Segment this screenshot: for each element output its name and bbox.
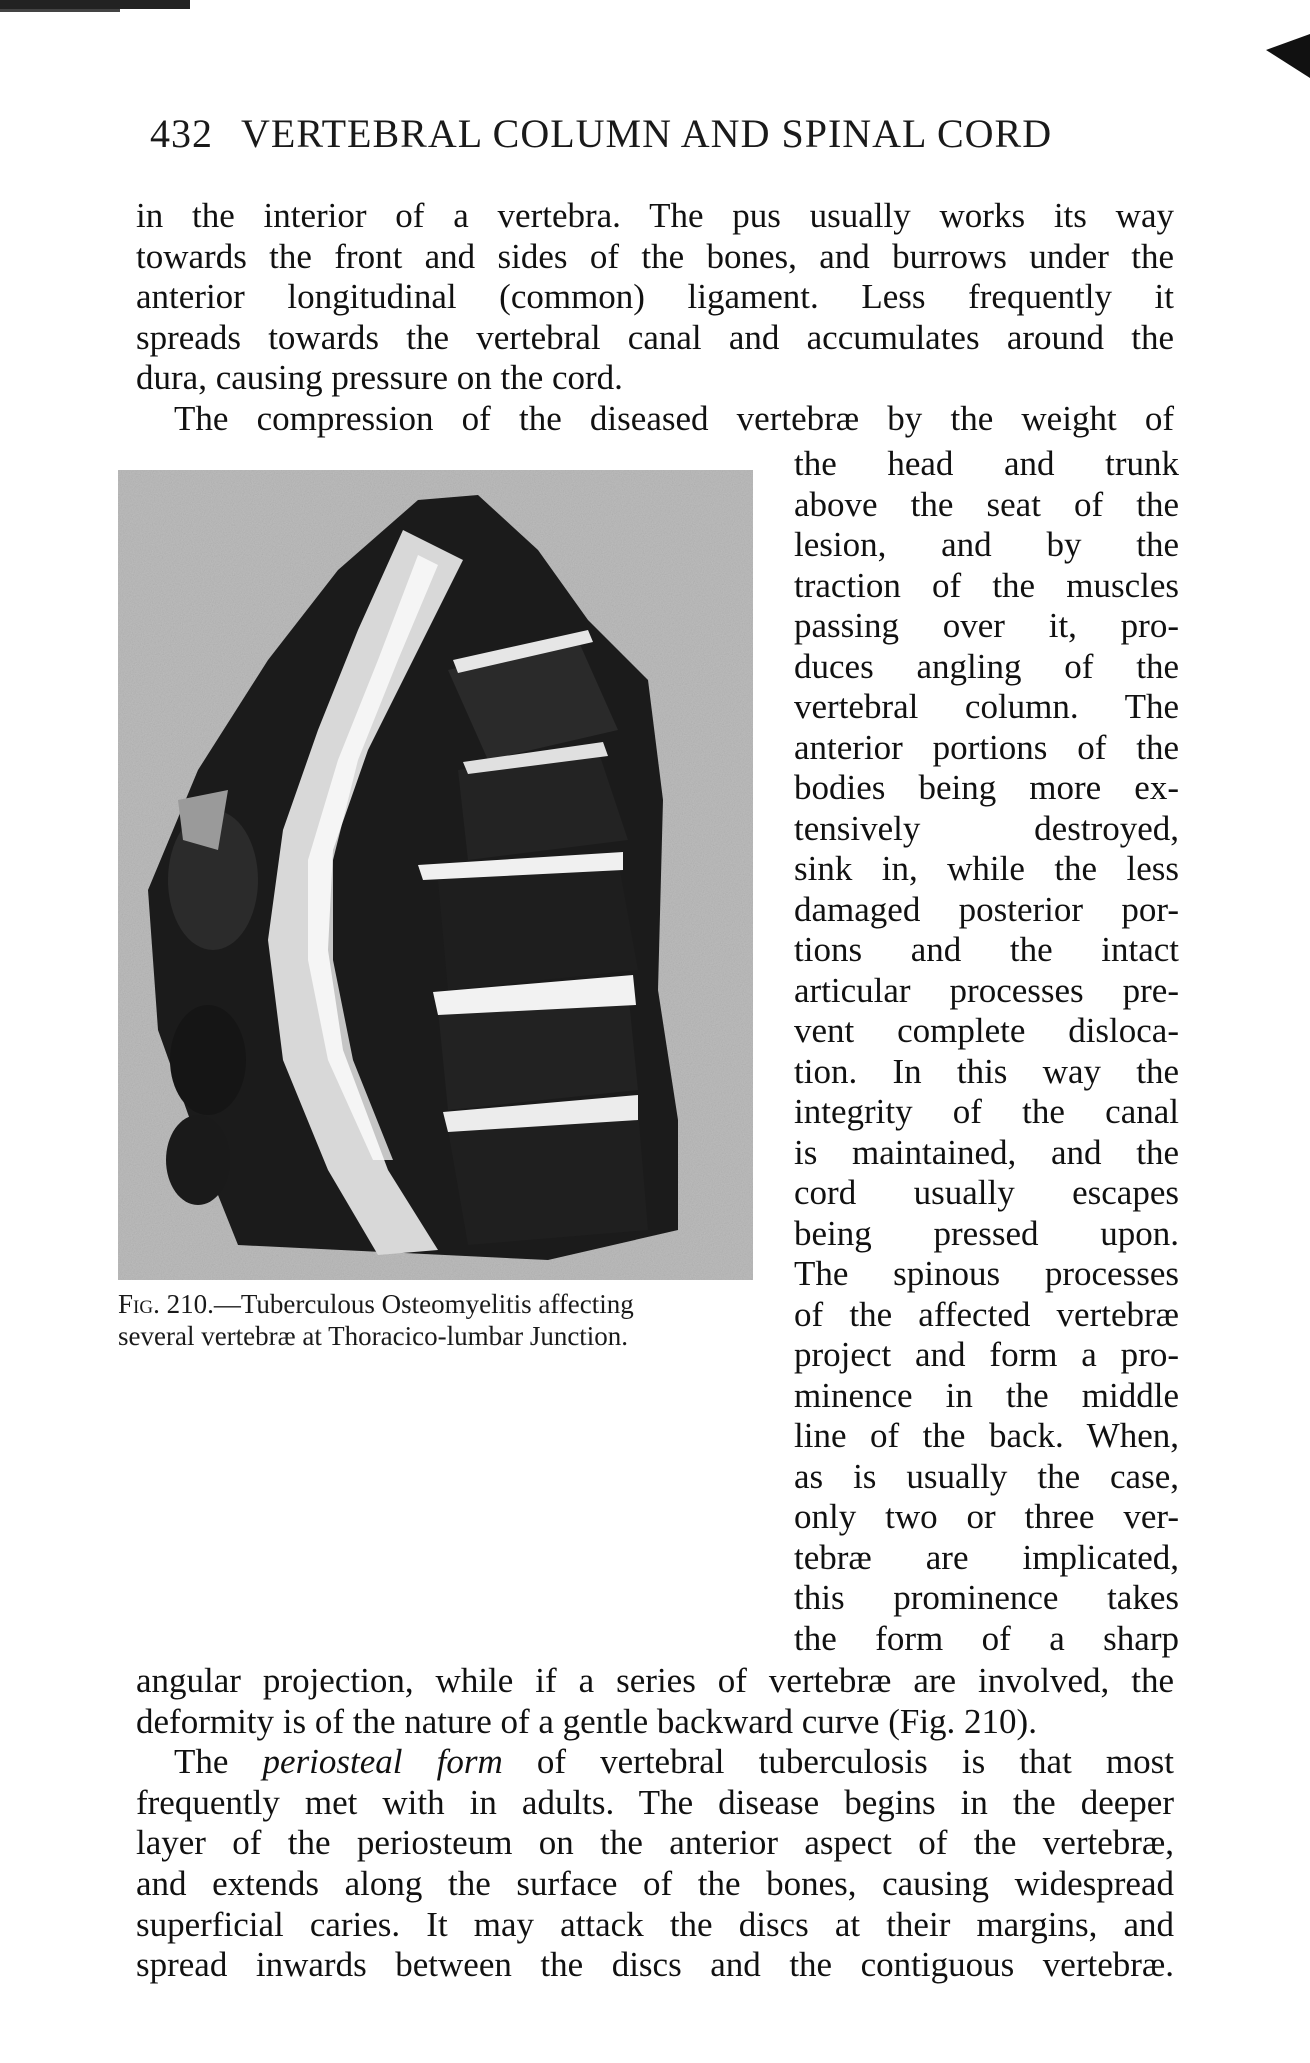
text-line: frequently met with in adults. The disease begins in the deeper [136,1782,1174,1822]
text-line: minence in the middle [794,1375,1179,1415]
text-line: vertebral column. The [794,687,1179,726]
text-line: deformity is of the nature of a gentle backward curve (Fig. 210). [136,1701,1037,1741]
running-header [150,110,1150,157]
text-line: is maintained, and the [794,1132,1179,1172]
running-title: VERTEBRAL COLUMN AND SPINAL CORD [241,111,1053,156]
text-line: spreads towards the vertebral canal and accumulates around the [136,317,1174,357]
text-line: integrity of the canal [794,1092,1179,1131]
text-line: anterior portions of the [794,727,1179,767]
text-line: tion. In this way the [794,1051,1179,1091]
text-line: lesion, and by the [794,525,1179,564]
text-line: vent complete disloca- [794,1011,1179,1050]
text-line: damaged posterior por- [794,889,1179,929]
caption-text: several vertebræ at Thoracico-lumbar Junction. [118,1321,629,1351]
scan-edge-mark [0,0,190,9]
corner-arrow-mark [1266,34,1310,78]
text-line [136,1742,1174,1783]
text-line: tensively destroyed, [794,808,1179,848]
text-line: anterior longitudinal (common) ligament. Less frequently it [136,277,1174,317]
text-line: the head and trunk [794,444,1179,483]
text-line: and extends along the surface of the bones, causing widespread [136,1863,1174,1903]
text-line: of the affected vertebræ [794,1294,1179,1334]
text-line: project and form a pro- [794,1335,1179,1374]
text-line: tebræ are implicated, [794,1537,1179,1577]
text-line: cord usually escapes [794,1173,1179,1212]
text-line: layer of the periosteum on the anterior aspect of the vertebræ, [136,1823,1174,1863]
text-line: spread inwards between the discs and the contiguous vertebræ. [136,1945,1174,1985]
wrapped-text-column [794,444,1179,1659]
text-line: passing over it, pro- [794,606,1179,645]
text-line: dura, causing pressure on the cord. [136,358,623,398]
caption-text: —Tuberculous Osteomyelitis affecting [213,1289,634,1319]
paragraph-1 [136,196,1174,440]
text-run: of vertebral tuberculosis is that most [502,1742,1174,1782]
figure-label: Fig. 210. [118,1289,214,1319]
text-line: tions and the intact [794,930,1179,969]
text-line: as is usually the case, [794,1456,1179,1496]
spine-section-image [118,470,753,1280]
text-run: The [174,1742,263,1782]
page-number: 432 [150,111,213,156]
text-line: superficial caries. It may attack the discs at their margins, and [136,1904,1174,1944]
text-line: being pressed upon. [794,1213,1179,1253]
scan-edge-mark-thin [0,9,120,12]
text-line: The spinous processes [794,1254,1179,1293]
text-line: sink in, while the less [794,849,1179,888]
text-line: articular processes pre- [794,970,1179,1010]
text-line: traction of the muscles [794,565,1179,605]
text-line: only two or three ver- [794,1497,1179,1536]
text-line: angular projection, while if a series of vertebræ are involved, the [136,1661,1174,1700]
figure-caption [118,1288,763,1352]
text-line: duces angling of the [794,646,1179,686]
text-line: this prominence takes [794,1578,1179,1617]
paragraph-3 [136,1661,1174,1986]
text-line: line of the back. When, [794,1416,1179,1455]
text-line: the form of a sharp [794,1618,1179,1658]
italic-term: periosteal form [262,1742,503,1782]
text-line: in the interior of a vertebra. The pus usually works its way [136,196,1174,235]
text-line: above the seat of the [794,484,1179,524]
figure-210-photograph [118,470,753,1280]
text-line: The compression of the diseased vertebræ by the weight of [174,398,1174,438]
text-line: bodies being more ex- [794,768,1179,807]
text-line: towards the front and sides of the bones, and burrows under the [136,236,1174,276]
